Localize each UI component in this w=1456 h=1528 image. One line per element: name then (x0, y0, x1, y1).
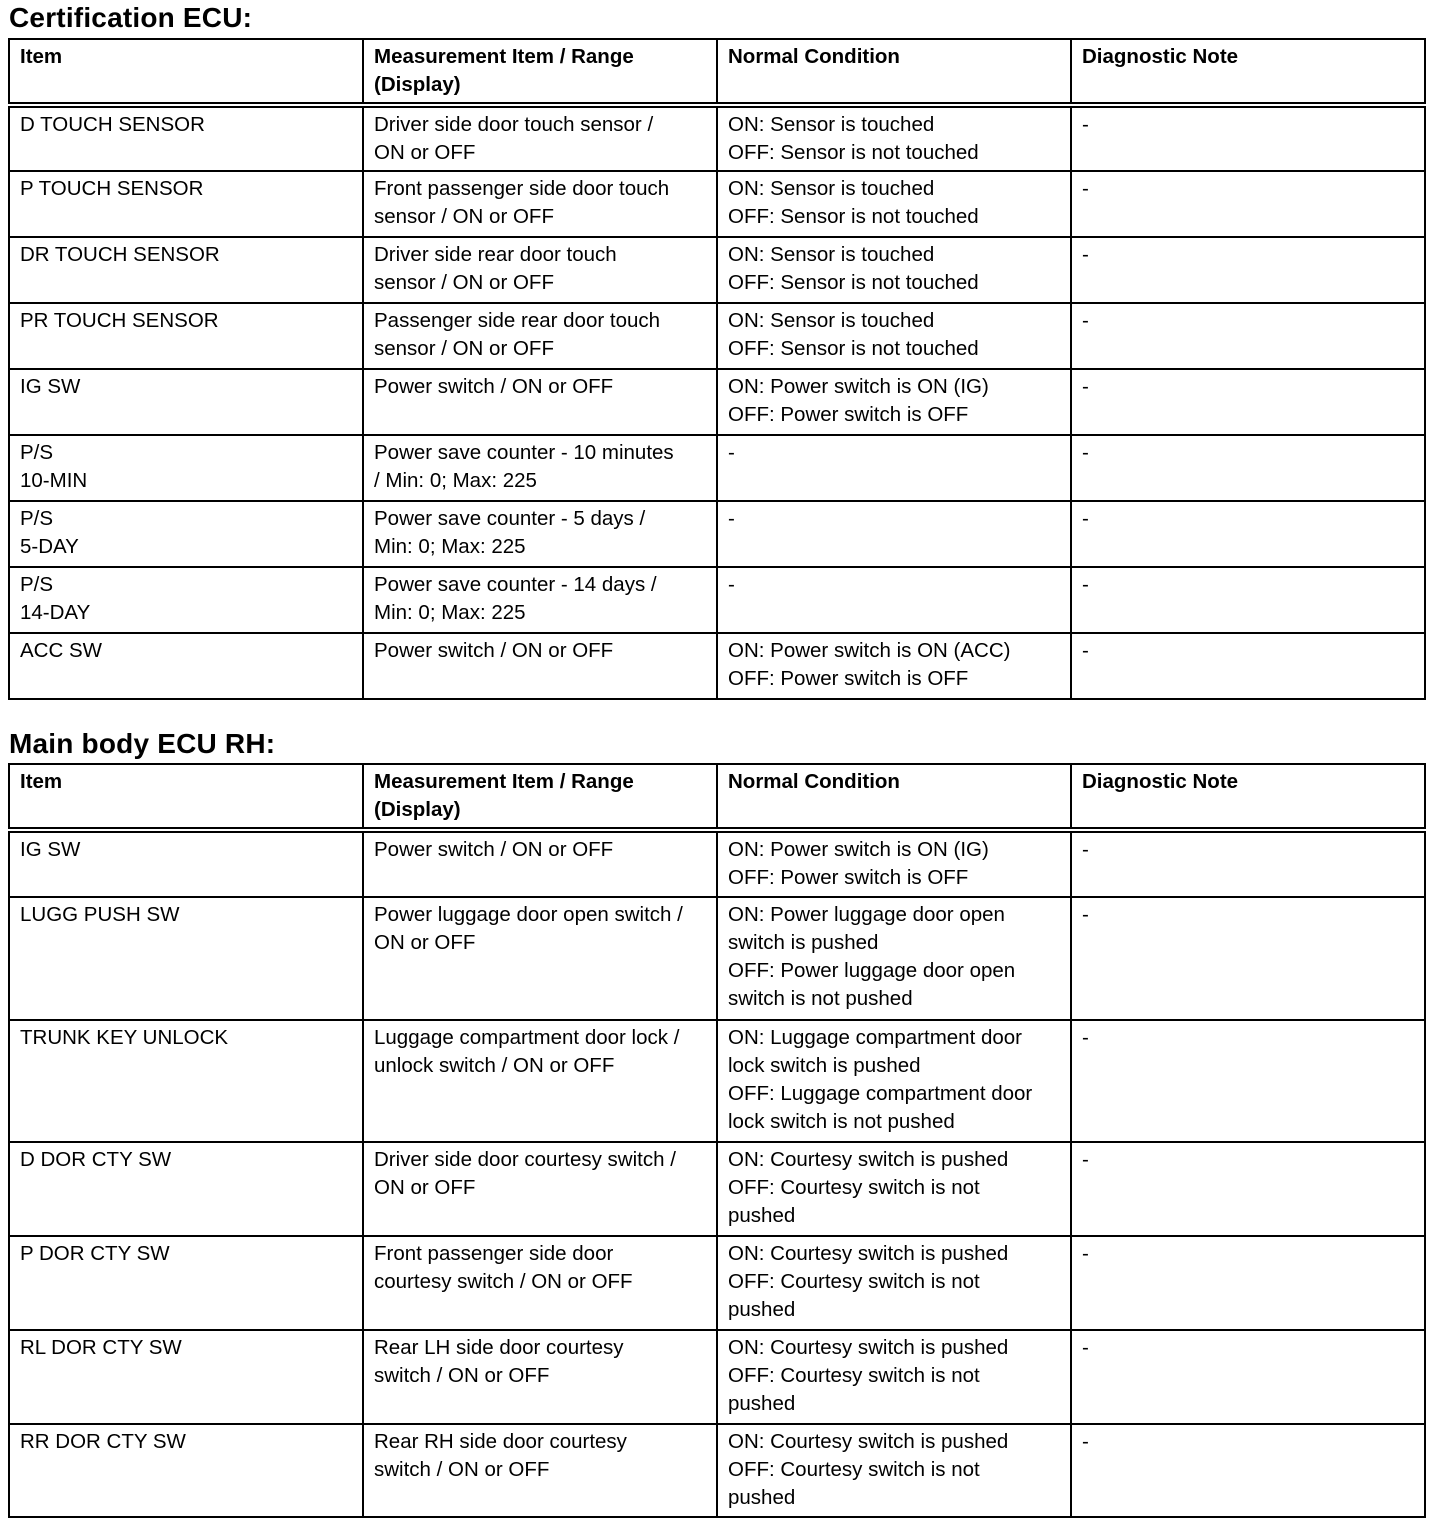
normal-condition-cell: ON: Power switch is ON (ACC) OFF: Power switch is OFF (717, 633, 1071, 699)
measurement-cell: Rear LH side door courtesy switch / ON or OFF (363, 1330, 717, 1424)
section-title-certification-ecu: Certification ECU: (9, 2, 253, 33)
item-cell: RL DOR CTY SW (9, 1330, 363, 1424)
table-row (9, 567, 1425, 633)
normal-condition-cell: - (717, 435, 1071, 501)
diagnostic-note-cell: - (1071, 633, 1425, 699)
diagnostic-note-cell: - (1071, 105, 1425, 171)
normal-condition-cell: ON: Sensor is touched OFF: Sensor is not touched (717, 303, 1071, 369)
diagnostic-note-cell: - (1071, 830, 1425, 897)
measurement-cell: Driver side door touch sensor / ON or OFF (363, 105, 717, 171)
diagnostic-note-cell: - (1071, 1424, 1425, 1517)
column-header: Diagnostic Note (1071, 39, 1425, 105)
measurement-cell: Rear RH side door courtesy switch / ON or OFF (363, 1424, 717, 1517)
normal-condition-cell: ON: Sensor is touched OFF: Sensor is not touched (717, 237, 1071, 303)
measurement-cell: Front passenger side door courtesy switch / ON or OFF (363, 1236, 717, 1330)
normal-condition-cell: ON: Courtesy switch is pushed OFF: Courtesy switch is not pushed (717, 1424, 1071, 1517)
measurement-cell: Front passenger side door touch sensor / ON or OFF (363, 171, 717, 237)
normal-condition-cell: ON: Courtesy switch is pushed OFF: Courtesy switch is not pushed (717, 1330, 1071, 1424)
measurement-cell: Power luggage door open switch / ON or OFF (363, 897, 717, 1020)
item-cell: IG SW (9, 830, 363, 897)
table-row (9, 1330, 1425, 1424)
certification-ecu-table (8, 38, 1426, 700)
normal-condition-cell: ON: Power switch is ON (IG) OFF: Power switch is OFF (717, 830, 1071, 897)
column-header: Normal Condition (717, 764, 1071, 830)
measurement-cell: Driver side rear door touch sensor / ON or OFF (363, 237, 717, 303)
section-title-main-body-ecu-rh: Main body ECU RH: (9, 728, 276, 759)
column-header: Item (9, 764, 363, 830)
item-cell: P DOR CTY SW (9, 1236, 363, 1330)
normal-condition-cell: ON: Courtesy switch is pushed OFF: Courtesy switch is not pushed (717, 1142, 1071, 1236)
table-row (9, 1020, 1425, 1142)
measurement-cell: Luggage compartment door lock / unlock switch / ON or OFF (363, 1020, 717, 1142)
diagnostic-note-cell: - (1071, 237, 1425, 303)
column-header: Measurement Item / Range (Display) (363, 39, 717, 105)
item-cell: ACC SW (9, 633, 363, 699)
measurement-cell: Power save counter - 5 days / Min: 0; Max: 225 (363, 501, 717, 567)
table-row (9, 171, 1425, 237)
diagnostic-note-cell: - (1071, 369, 1425, 435)
item-cell: DR TOUCH SENSOR (9, 237, 363, 303)
normal-condition-cell: - (717, 567, 1071, 633)
diagnostic-note-cell: - (1071, 303, 1425, 369)
diagnostic-note-cell: - (1071, 1020, 1425, 1142)
item-cell: P/S 10-MIN (9, 435, 363, 501)
diagnostic-note-cell: - (1071, 501, 1425, 567)
header-row (9, 764, 1425, 830)
diagnostic-note-cell: - (1071, 897, 1425, 1020)
normal-condition-cell: - (717, 501, 1071, 567)
normal-condition-cell: ON: Power switch is ON (IG) OFF: Power switch is OFF (717, 369, 1071, 435)
measurement-cell: Power save counter - 14 days / Min: 0; Max: 225 (363, 567, 717, 633)
column-header: Item (9, 39, 363, 105)
header-row (9, 39, 1425, 105)
diagnostic-note-cell: - (1071, 1236, 1425, 1330)
item-cell: PR TOUCH SENSOR (9, 303, 363, 369)
item-cell: LUGG PUSH SW (9, 897, 363, 1020)
item-cell: D TOUCH SENSOR (9, 105, 363, 171)
table-row (9, 237, 1425, 303)
table-row (9, 303, 1425, 369)
item-cell: TRUNK KEY UNLOCK (9, 1020, 363, 1142)
diagnostic-note-cell: - (1071, 171, 1425, 237)
diagnostic-note-cell: - (1071, 567, 1425, 633)
item-cell: P/S 14-DAY (9, 567, 363, 633)
item-cell: P/S 5-DAY (9, 501, 363, 567)
table-row (9, 1142, 1425, 1236)
diagnostic-note-cell: - (1071, 1330, 1425, 1424)
measurement-cell: Power switch / ON or OFF (363, 369, 717, 435)
item-cell: IG SW (9, 369, 363, 435)
normal-condition-cell: ON: Sensor is touched OFF: Sensor is not touched (717, 171, 1071, 237)
normal-condition-cell: ON: Power luggage door open switch is pushed OFF: Power luggage door open switch is not pushed (717, 897, 1071, 1020)
column-header: Diagnostic Note (1071, 764, 1425, 830)
table-row (9, 435, 1425, 501)
item-cell: P TOUCH SENSOR (9, 171, 363, 237)
table-row (9, 633, 1425, 699)
measurement-cell: Power save counter - 10 minutes / Min: 0; Max: 225 (363, 435, 717, 501)
diagnostic-note-cell: - (1071, 435, 1425, 501)
normal-condition-cell: ON: Luggage compartment door lock switch is pushed OFF: Luggage compartment door lock switch is not pushed (717, 1020, 1071, 1142)
measurement-cell: Power switch / ON or OFF (363, 633, 717, 699)
column-header: Measurement Item / Range (Display) (363, 764, 717, 830)
normal-condition-cell: ON: Courtesy switch is pushed OFF: Courtesy switch is not pushed (717, 1236, 1071, 1330)
normal-condition-cell: ON: Sensor is touched OFF: Sensor is not touched (717, 105, 1071, 171)
table-row (9, 897, 1425, 1020)
measurement-cell: Passenger side rear door touch sensor / ON or OFF (363, 303, 717, 369)
column-header: Normal Condition (717, 39, 1071, 105)
main-body-ecu-rh-table (8, 763, 1426, 1518)
table-row (9, 501, 1425, 567)
measurement-cell: Power switch / ON or OFF (363, 830, 717, 897)
measurement-cell: Driver side door courtesy switch / ON or OFF (363, 1142, 717, 1236)
table-row (9, 1236, 1425, 1330)
item-cell: RR DOR CTY SW (9, 1424, 363, 1517)
table-row (9, 830, 1425, 897)
table-row (9, 1424, 1425, 1517)
item-cell: D DOR CTY SW (9, 1142, 363, 1236)
table-row (9, 369, 1425, 435)
diagnostic-note-cell: - (1071, 1142, 1425, 1236)
table-row (9, 105, 1425, 171)
